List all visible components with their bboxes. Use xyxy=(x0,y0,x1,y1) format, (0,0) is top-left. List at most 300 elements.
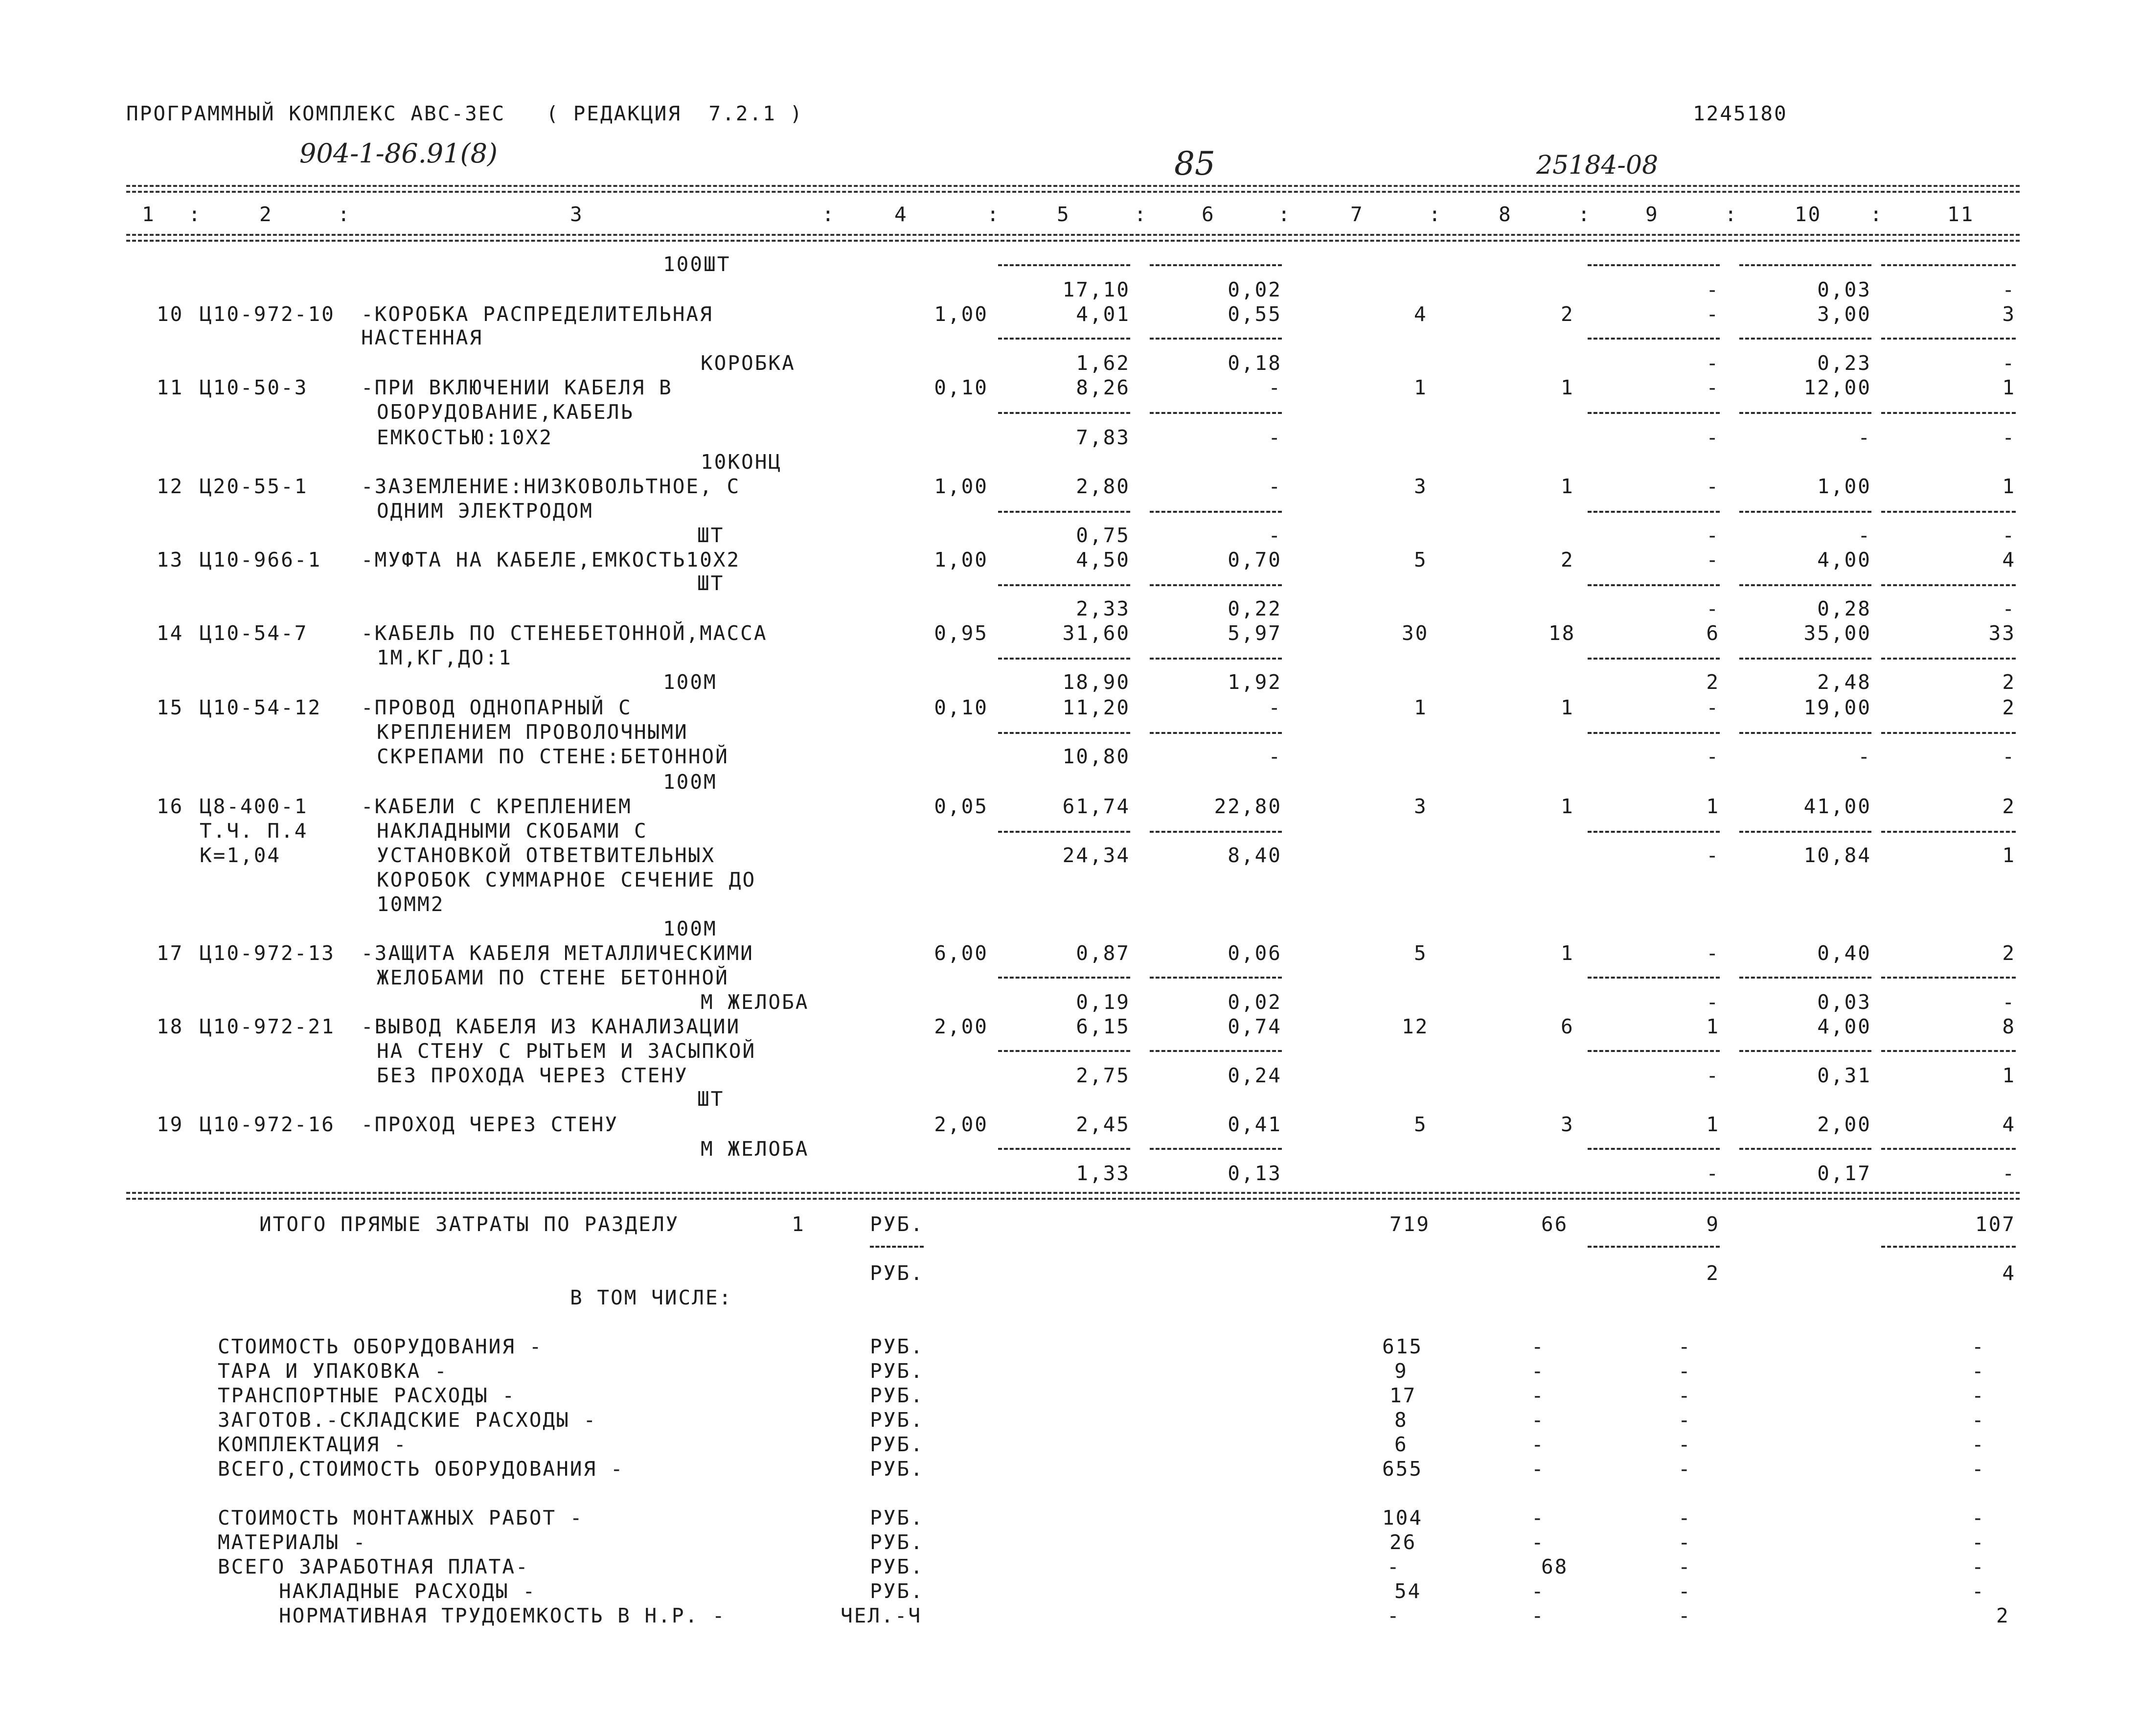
cell-underline xyxy=(1150,511,1282,513)
row-11-c7: 1 xyxy=(1414,376,1428,399)
row-16-c6: 22,80 xyxy=(1214,795,1282,818)
row-10-c10-bottom: 0,23 xyxy=(1817,351,1871,375)
cell-underline xyxy=(1881,584,2016,586)
summary-label: КОМПЛЕКТАЦИЯ - xyxy=(218,1433,408,1456)
row-19-c9: 1 xyxy=(1706,1113,1720,1136)
summary-c9: - xyxy=(1678,1604,1692,1627)
row-15-c10: 19,00 xyxy=(1803,696,1871,719)
row-12-c5-bottom: 0,75 xyxy=(1076,524,1130,547)
sheet-code: 25184-08 xyxy=(1536,151,1659,180)
row-10-c5-bottom: 1,62 xyxy=(1076,351,1130,375)
row-17-c7: 5 xyxy=(1414,941,1428,965)
row-11-c9: - xyxy=(1706,376,1720,399)
row-11-c11-bottom: - xyxy=(2002,426,2016,449)
row-11-c5-bottom: 7,83 xyxy=(1076,426,1130,449)
total-section: 1 xyxy=(792,1212,805,1236)
summary-label: ВСЕГО,СТОИМОСТЬ ОБОРУДОВАНИЯ - xyxy=(218,1457,624,1481)
row-14-c11-bottom: 2 xyxy=(2002,670,2016,694)
row-14-c10-bottom: 2,48 xyxy=(1817,670,1871,694)
row-unit: 100М xyxy=(663,670,717,694)
row-unit: М ЖЕЛОБА xyxy=(701,990,809,1014)
row-14-c5: 31,60 xyxy=(1062,621,1130,645)
total-c7: 719 xyxy=(1389,1212,1431,1236)
cell-underline xyxy=(1739,732,1871,734)
summary-c7: 17 xyxy=(1389,1384,1417,1407)
row-18-c11: 8 xyxy=(2002,1015,2016,1038)
summary-c8: - xyxy=(1531,1408,1545,1432)
row-18-name: -ВЫВОД КАБЕЛЯ ИЗ КАНАЛИЗАЦИИ xyxy=(361,1015,741,1038)
summary-label: ТРАНСПОРТНЫЕ РАСХОДЫ - xyxy=(218,1384,516,1407)
total-unit: РУБ. xyxy=(870,1212,924,1236)
row-15-number: 15 xyxy=(157,696,184,719)
row-11-c6-bottom: - xyxy=(1268,426,1282,449)
row-unit: ШТ xyxy=(697,524,725,547)
row-13-c10-bottom: 0,28 xyxy=(1817,597,1871,620)
cell-underline xyxy=(1739,584,1871,586)
summary-c11: - xyxy=(1972,1433,1985,1456)
rule xyxy=(126,1192,2020,1194)
cell-underline xyxy=(1588,338,1720,340)
row-18-c6: 0,74 xyxy=(1228,1015,1282,1038)
cell-underline xyxy=(1588,412,1720,414)
rule xyxy=(126,234,2020,236)
rule xyxy=(126,1198,2020,1200)
row-10-c6-bottom: 0,18 xyxy=(1228,351,1282,375)
row-16-c5: 61,74 xyxy=(1062,795,1130,818)
row-15-c9: - xyxy=(1706,696,1720,719)
project-code: 904-1-86.91(8) xyxy=(299,138,498,169)
summary-c7: 8 xyxy=(1394,1408,1408,1432)
row-19-qty: 2,00 xyxy=(934,1113,988,1136)
row-17-name: ЖЕЛОБАМИ ПО СТЕНЕ БЕТОННОЙ xyxy=(377,966,729,989)
row-19-c10: 2,00 xyxy=(1817,1113,1871,1136)
row-unit: ШТ xyxy=(697,571,725,595)
row-14-qty: 0,95 xyxy=(934,621,988,645)
summary-c11: - xyxy=(1972,1359,1985,1383)
row-14-c5-bottom: 18,90 xyxy=(1062,670,1130,694)
row-14-c6: 5,97 xyxy=(1228,621,1282,645)
row-15-qty: 0,10 xyxy=(934,696,988,719)
row-11-c11: 1 xyxy=(2002,376,2016,399)
row-12-c6-bottom: - xyxy=(1268,524,1282,547)
cell-underline xyxy=(998,1148,1130,1150)
row-17-name: -ЗАЩИТА КАБЕЛЯ МЕТАЛЛИЧЕСКИМИ xyxy=(361,941,754,965)
row-12-c9: - xyxy=(1706,475,1720,498)
row-12-code: Ц20-55-1 xyxy=(200,475,308,498)
row-14-c9: 6 xyxy=(1706,621,1720,645)
summary-unit: РУБ. xyxy=(870,1579,924,1603)
cell-underline xyxy=(1881,977,2016,979)
row-14-c11: 33 xyxy=(1988,621,2016,645)
row-11-name: ЕМКОСТЬЮ:10Х2 xyxy=(377,426,553,449)
summary-c9: - xyxy=(1678,1506,1692,1530)
row-18-c9: 1 xyxy=(1706,1015,1720,1038)
col-header-7: 7 xyxy=(1350,203,1364,226)
col-header-2: 2 xyxy=(259,203,273,226)
summary-label: МАТЕРИАЛЫ - xyxy=(218,1530,367,1554)
col-header-1: 1 xyxy=(142,203,156,226)
row-17-c8: 1 xyxy=(1561,941,1574,965)
cell-underline xyxy=(1739,412,1871,414)
summary-c11: - xyxy=(1972,1530,1985,1554)
summary-c8: - xyxy=(1531,1433,1545,1456)
row-11-c8: 1 xyxy=(1561,376,1574,399)
summary-c7: 615 xyxy=(1382,1335,1423,1358)
row-13-c9-bottom: - xyxy=(1706,597,1720,620)
row-17-c5: 0,87 xyxy=(1076,941,1130,965)
cell-underline xyxy=(1588,264,1720,266)
row-13-c7: 5 xyxy=(1414,548,1428,571)
cell-underline xyxy=(1588,732,1720,734)
cell-underline xyxy=(1588,658,1720,660)
row-16-code-extra: Т.Ч. П.4 xyxy=(200,819,308,843)
row-18-name: БЕЗ ПРОХОДА ЧЕРЕЗ СТЕНУ xyxy=(377,1064,688,1087)
summary-c11: - xyxy=(1972,1555,1985,1578)
cell-underline xyxy=(1739,658,1871,660)
row-17-number: 17 xyxy=(157,941,184,965)
row-17-c6-bottom: 0,02 xyxy=(1228,990,1282,1014)
row-18-number: 18 xyxy=(157,1015,184,1038)
summary-c9: - xyxy=(1678,1335,1692,1358)
row-13-c5-bottom: 2,33 xyxy=(1076,597,1130,620)
row-18-c11-bottom: 1 xyxy=(2002,1064,2016,1087)
cell-underline xyxy=(998,732,1130,734)
row-10-c5: 4,01 xyxy=(1076,302,1130,326)
row-18-c6-bottom: 0,24 xyxy=(1228,1064,1282,1087)
row-16-c5-bottom: 24,34 xyxy=(1062,844,1130,867)
row-16-code: Ц8-400-1 xyxy=(200,795,308,818)
cell-underline xyxy=(1881,658,2016,660)
row-10-c10: 3,00 xyxy=(1817,302,1871,326)
summary-unit: РУБ. xyxy=(870,1384,924,1407)
row-16-c11-bottom: 1 xyxy=(2002,844,2016,867)
row-16-name: 10ММ2 xyxy=(377,892,445,916)
row-11-number: 11 xyxy=(157,376,184,399)
row-15-c8: 1 xyxy=(1561,696,1574,719)
row-19-c8: 3 xyxy=(1561,1113,1574,1136)
row-12-c10-bottom: - xyxy=(1858,524,1871,547)
total-incl-label: В ТОМ ЧИСЛЕ: xyxy=(570,1286,733,1309)
cell-underline xyxy=(1588,831,1720,833)
cell-underline xyxy=(1150,977,1282,979)
summary-c7: 6 xyxy=(1394,1433,1408,1456)
cell-underline xyxy=(1150,658,1282,660)
summary-c8: - xyxy=(1531,1359,1545,1383)
row-13-c10: 4,00 xyxy=(1817,548,1871,571)
row-14-name: -КАБЕЛЬ ПО СТЕНЕБЕТОННОЙ,МАССА xyxy=(361,621,768,645)
row-15-c6: - xyxy=(1268,696,1282,719)
row-19-c11-bottom: - xyxy=(2002,1162,2016,1185)
row-15-code: Ц10-54-12 xyxy=(200,696,322,719)
total-c8: 66 xyxy=(1541,1212,1569,1236)
row-13-c8: 2 xyxy=(1561,548,1574,571)
row-unit: 100М xyxy=(663,917,717,940)
row-19-c5: 2,45 xyxy=(1076,1113,1130,1136)
cell-underline xyxy=(1588,977,1720,979)
row-16-c8: 1 xyxy=(1561,795,1574,818)
row-10-qty: 1,00 xyxy=(934,302,988,326)
row-15-c11: 2 xyxy=(2002,696,2016,719)
row-18-qty: 2,00 xyxy=(934,1015,988,1038)
row-18-c8: 6 xyxy=(1561,1015,1574,1038)
row-unit: 100ШТ xyxy=(663,252,731,276)
program-title: ПРОГРАММНЫЙ КОМПЛЕКС АВС-3ЕС ( РЕДАКЦИЯ 7.2.1 ) xyxy=(126,102,804,125)
row-19-code: Ц10-972-16 xyxy=(200,1113,335,1136)
row-16-c7: 3 xyxy=(1414,795,1428,818)
row-12-number: 12 xyxy=(157,475,184,498)
row-19-c11: 4 xyxy=(2002,1113,2016,1136)
row-18-c7: 12 xyxy=(1402,1015,1429,1038)
summary-c7: 104 xyxy=(1382,1506,1423,1530)
row-12-name: ОДНИМ ЭЛЕКТРОДОМ xyxy=(377,499,593,523)
row-11-c5: 8,26 xyxy=(1076,376,1130,399)
row-16-c10: 41,00 xyxy=(1803,795,1871,818)
row-13-qty: 1,00 xyxy=(934,548,988,571)
row-unit: М ЖЕЛОБА xyxy=(701,1137,809,1161)
cell-underline xyxy=(998,977,1130,979)
row-10-c8: 2 xyxy=(1561,302,1574,326)
row-12-c6: - xyxy=(1268,475,1282,498)
row-10-number: 10 xyxy=(157,302,184,326)
cell-underline xyxy=(1150,584,1282,586)
cell-underline xyxy=(1588,1050,1720,1052)
row-13-c6-bottom: 0,22 xyxy=(1228,597,1282,620)
cell-underline xyxy=(1588,1246,1720,1248)
summary-unit: ЧЕЛ.-Ч xyxy=(841,1604,922,1627)
row-13-c9: - xyxy=(1706,548,1720,571)
summary-c9: - xyxy=(1678,1555,1692,1578)
col-header-5: 5 xyxy=(1057,203,1070,226)
row-10-c11-top: - xyxy=(2002,278,2016,301)
summary-c9: - xyxy=(1678,1359,1692,1383)
cell-underline xyxy=(1588,511,1720,513)
summary-c7: 9 xyxy=(1394,1359,1408,1383)
cell-underline xyxy=(1881,412,2016,414)
cell-underline xyxy=(998,584,1130,586)
row-16-c11: 2 xyxy=(2002,795,2016,818)
summary-c8: - xyxy=(1531,1506,1545,1530)
summary-c7: 26 xyxy=(1389,1530,1417,1554)
summary-c8: - xyxy=(1531,1384,1545,1407)
page-number: 85 xyxy=(1174,145,1215,183)
cell-underline xyxy=(870,1246,924,1248)
cell-underline xyxy=(998,658,1130,660)
cell-underline xyxy=(1881,338,2016,340)
cell-underline xyxy=(1150,1148,1282,1150)
row-18-c5-bottom: 2,75 xyxy=(1076,1064,1130,1087)
cell-underline xyxy=(1881,831,2016,833)
col-separator: : xyxy=(338,203,351,226)
col-separator: : xyxy=(1870,203,1884,226)
summary-label: СТОИМОСТЬ ОБОРУДОВАНИЯ - xyxy=(218,1335,543,1358)
row-16-c9-bottom: - xyxy=(1706,844,1720,867)
cell-underline xyxy=(998,1050,1130,1052)
row-15-name: -ПРОВОД ОДНОПАРНЫЙ С xyxy=(361,696,632,719)
cell-underline xyxy=(1588,1148,1720,1150)
row-12-c11: 1 xyxy=(2002,475,2016,498)
cell-underline xyxy=(1739,977,1871,979)
row-14-c9-bottom: 2 xyxy=(1706,670,1720,694)
row-unit: ШТ xyxy=(697,1087,725,1111)
row-19-c9-bottom: - xyxy=(1706,1162,1720,1185)
row-13-c5: 4,50 xyxy=(1076,548,1130,571)
row-10-code: Ц10-972-10 xyxy=(200,302,335,326)
document-number: 1245180 xyxy=(1693,102,1788,125)
cell-underline xyxy=(1739,264,1871,266)
row-14-c6-bottom: 1,92 xyxy=(1228,670,1282,694)
summary-c11: - xyxy=(1972,1408,1985,1432)
summary-label: ВСЕГО ЗАРАБОТНАЯ ПЛАТА- xyxy=(218,1555,529,1578)
row-12-c10: 1,00 xyxy=(1817,475,1871,498)
summary-c8: - xyxy=(1531,1457,1545,1481)
row-13-c6: 0,70 xyxy=(1228,548,1282,571)
row-16-name: НАКЛАДНЫМИ СКОБАМИ С xyxy=(377,819,648,843)
row-12-c7: 3 xyxy=(1414,475,1428,498)
row-12-c8: 1 xyxy=(1561,475,1574,498)
row-10-name: -КОРОБКА РАСПРЕДЕЛИТЕЛЬНАЯ xyxy=(361,302,713,326)
row-19-c5-bottom: 1,33 xyxy=(1076,1162,1130,1185)
row-15-c11-bottom: - xyxy=(2002,745,2016,768)
col-separator: : xyxy=(188,203,202,226)
cell-underline xyxy=(1881,1246,2016,1248)
summary-c7: 655 xyxy=(1382,1457,1423,1481)
row-10-c11-bottom: - xyxy=(2002,351,2016,375)
cell-underline xyxy=(1739,831,1871,833)
row-10-c9: - xyxy=(1706,302,1720,326)
row-11-c9-bottom: - xyxy=(1706,426,1720,449)
row-13-number: 13 xyxy=(157,548,184,571)
summary-unit: РУБ. xyxy=(870,1457,924,1481)
col-header-9: 9 xyxy=(1645,203,1659,226)
total-c11-bottom: 4 xyxy=(2002,1261,2016,1285)
row-19-c6-bottom: 0,13 xyxy=(1228,1162,1282,1185)
row-16-name: -КАБЕЛИ С КРЕПЛЕНИЕМ xyxy=(361,795,632,818)
col-separator: : xyxy=(1429,203,1442,226)
row-12-qty: 1,00 xyxy=(934,475,988,498)
summary-c11: - xyxy=(1972,1384,1985,1407)
row-16-name: УСТАНОВКОЙ ОТВЕТВИТЕЛЬНЫХ xyxy=(377,844,716,867)
col-separator: : xyxy=(1134,203,1148,226)
summary-unit: РУБ. xyxy=(870,1433,924,1456)
rule xyxy=(126,185,2020,187)
row-11-c10: 12,00 xyxy=(1803,376,1871,399)
cell-underline xyxy=(998,831,1130,833)
cell-underline xyxy=(1881,511,2016,513)
row-15-c5-bottom: 10,80 xyxy=(1062,745,1130,768)
summary-c9: - xyxy=(1678,1579,1692,1603)
cell-underline xyxy=(1739,511,1871,513)
row-15-name: КРЕПЛЕНИЕМ ПРОВОЛОЧНЫМИ xyxy=(377,720,688,744)
row-17-c10-bottom: 0,03 xyxy=(1817,990,1871,1014)
row-17-c6: 0,06 xyxy=(1228,941,1282,965)
row-unit: 10КОНЦ xyxy=(701,450,782,474)
col-separator: : xyxy=(1278,203,1292,226)
row-11-name: ОБОРУДОВАНИЕ,КАБЕЛЬ xyxy=(377,400,634,424)
row-17-c5-bottom: 0,19 xyxy=(1076,990,1130,1014)
summary-c11: - xyxy=(1972,1579,1985,1603)
row-18-c10-bottom: 0,31 xyxy=(1817,1064,1871,1087)
summary-c11: - xyxy=(1972,1506,1985,1530)
col-separator: : xyxy=(1578,203,1592,226)
row-17-qty: 6,00 xyxy=(934,941,988,965)
cell-underline xyxy=(998,338,1130,340)
row-14-number: 14 xyxy=(157,621,184,645)
summary-unit: РУБ. xyxy=(870,1408,924,1432)
row-16-code-extra: К=1,04 xyxy=(200,844,281,867)
row-15-name: СКРЕПАМИ ПО СТЕНЕ:БЕТОННОЙ xyxy=(377,745,729,768)
row-13-c11: 4 xyxy=(2002,548,2016,571)
col-header-6: 6 xyxy=(1202,203,1215,226)
row-16-c9: 1 xyxy=(1706,795,1720,818)
row-18-c9-bottom: - xyxy=(1706,1064,1720,1087)
summary-c9: - xyxy=(1678,1408,1692,1432)
row-13-code: Ц10-966-1 xyxy=(200,548,322,571)
row-17-c9-bottom: - xyxy=(1706,990,1720,1014)
summary-unit: РУБ. xyxy=(870,1555,924,1578)
row-18-c10: 4,00 xyxy=(1817,1015,1871,1038)
total-c9: 9 xyxy=(1706,1212,1720,1236)
row-17-c11: 2 xyxy=(2002,941,2016,965)
summary-label: ЗАГОТОВ.-СКЛАДСКИЕ РАСХОДЫ - xyxy=(218,1408,597,1432)
col-header-11: 11 xyxy=(1947,203,1975,226)
cell-underline xyxy=(1739,1050,1871,1052)
row-18-name: НА СТЕНУ С РЫТЬЕМ И ЗАСЫПКОЙ xyxy=(377,1039,756,1063)
rule xyxy=(126,240,2020,242)
row-14-c8: 18 xyxy=(1548,621,1576,645)
col-header-10: 10 xyxy=(1795,203,1822,226)
summary-label: НОРМАТИВНАЯ ТРУДОЕМКОСТЬ В Н.Р. - xyxy=(279,1604,726,1627)
summary-label: ТАРА И УПАКОВКА - xyxy=(218,1359,448,1383)
row-10-c10-top: 0,03 xyxy=(1817,278,1871,301)
col-header-3: 3 xyxy=(570,203,584,226)
row-11-c10-bottom: - xyxy=(1858,426,1871,449)
row-12-c9-bottom: - xyxy=(1706,524,1720,547)
summary-c7: - xyxy=(1387,1604,1401,1627)
summary-c8: - xyxy=(1531,1335,1545,1358)
summary-c9: - xyxy=(1678,1530,1692,1554)
cell-underline xyxy=(1739,1148,1871,1150)
row-19-name: -ПРОХОД ЧЕРЕЗ СТЕНУ xyxy=(361,1113,618,1136)
summary-c8: 68 xyxy=(1541,1555,1569,1578)
col-separator: : xyxy=(822,203,836,226)
row-15-c7: 1 xyxy=(1414,696,1428,719)
cell-underline xyxy=(1150,1050,1282,1052)
summary-c9: - xyxy=(1678,1457,1692,1481)
summary-c7: - xyxy=(1387,1555,1401,1578)
summary-unit: РУБ. xyxy=(870,1335,924,1358)
row-15-c5: 11,20 xyxy=(1062,696,1130,719)
col-header-8: 8 xyxy=(1499,203,1512,226)
cell-underline xyxy=(1739,338,1871,340)
row-10-c7: 4 xyxy=(1414,302,1428,326)
row-10-c6-top: 0,02 xyxy=(1228,278,1282,301)
summary-c7: 54 xyxy=(1394,1579,1422,1603)
summary-c8: - xyxy=(1531,1604,1545,1627)
cell-underline xyxy=(1150,732,1282,734)
row-19-c10-bottom: 0,17 xyxy=(1817,1162,1871,1185)
row-16-c6-bottom: 8,40 xyxy=(1228,844,1282,867)
cell-underline xyxy=(1881,732,2016,734)
row-16-qty: 0,05 xyxy=(934,795,988,818)
cell-underline xyxy=(998,412,1130,414)
summary-unit: РУБ. xyxy=(870,1530,924,1554)
row-10-c9-bottom: - xyxy=(1706,351,1720,375)
summary-label: НАКЛАДНЫЕ РАСХОДЫ - xyxy=(279,1579,536,1603)
row-unit: КОРОБКА xyxy=(701,351,796,375)
row-19-c7: 5 xyxy=(1414,1113,1428,1136)
row-14-c7: 30 xyxy=(1402,621,1429,645)
row-14-code: Ц10-54-7 xyxy=(200,621,308,645)
